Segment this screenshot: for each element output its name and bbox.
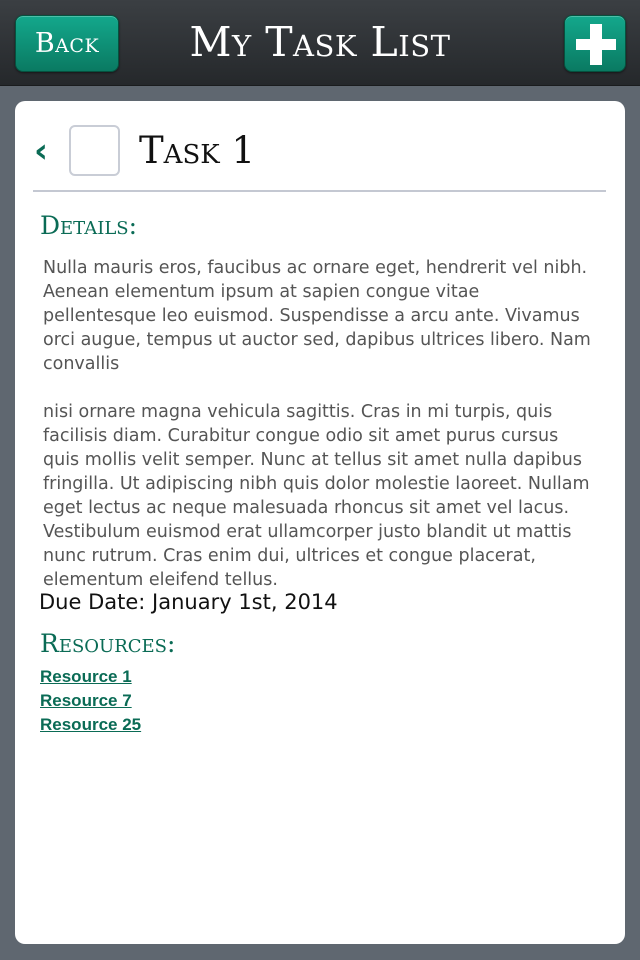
details-heading: Details: <box>40 211 138 240</box>
due-date <box>39 590 338 614</box>
add-task-button[interactable] <box>564 15 626 72</box>
task-complete-checkbox[interactable] <box>69 125 120 176</box>
task-title: Task 1 <box>139 129 255 172</box>
due-date-value: January 1st, 2014 <box>152 590 338 614</box>
divider <box>33 190 606 192</box>
task-detail-card <box>15 101 625 944</box>
details-paragraph: nisi ornare magna vehicula sagittis. Cras in mi turpis, quis facilisis diam. Curabitur congue odio sit amet purus cursus quis mollis velit semper. Nunc at tellus sit amet nulla dapibus fringilla. Ut adipiscing nibh quis dolor molestie laoreet. Nullam eget lectus ac neque malesuada rhoncus sit amet vel lacus. Vestibulum euismod erat ullamcorper justo blandit ut mattis nunc rutrum. Cras enim dui, ultrices et congue placerat, elementum eleifend tellus. <box>43 402 590 590</box>
details-paragraph: Nulla mauris eros, faucibus ac ornare eget, hendrerit vel nibh. Aenean elementum ipsum at sapien congue vitae pellentesque leo euismod. Suspendisse a arcu ante. Vivamus orci augue, tempus ut auctor sed, dapibus ultrices libero. Nam convallis <box>43 258 591 374</box>
task-header <box>15 101 625 193</box>
resource-link[interactable]: Resource 1 <box>40 667 132 686</box>
due-date-label: Due Date: <box>39 590 146 614</box>
resources-heading: Resources: <box>40 629 176 658</box>
back-button[interactable]: Back <box>15 15 119 72</box>
page-title: My Task List <box>189 18 451 66</box>
resource-link[interactable]: Resource 7 <box>40 691 132 710</box>
navigation-bar <box>0 0 640 86</box>
details-text <box>43 256 593 592</box>
chevron-left-icon[interactable]: ‹ <box>34 131 49 171</box>
resource-link[interactable]: Resource 25 <box>40 715 142 734</box>
